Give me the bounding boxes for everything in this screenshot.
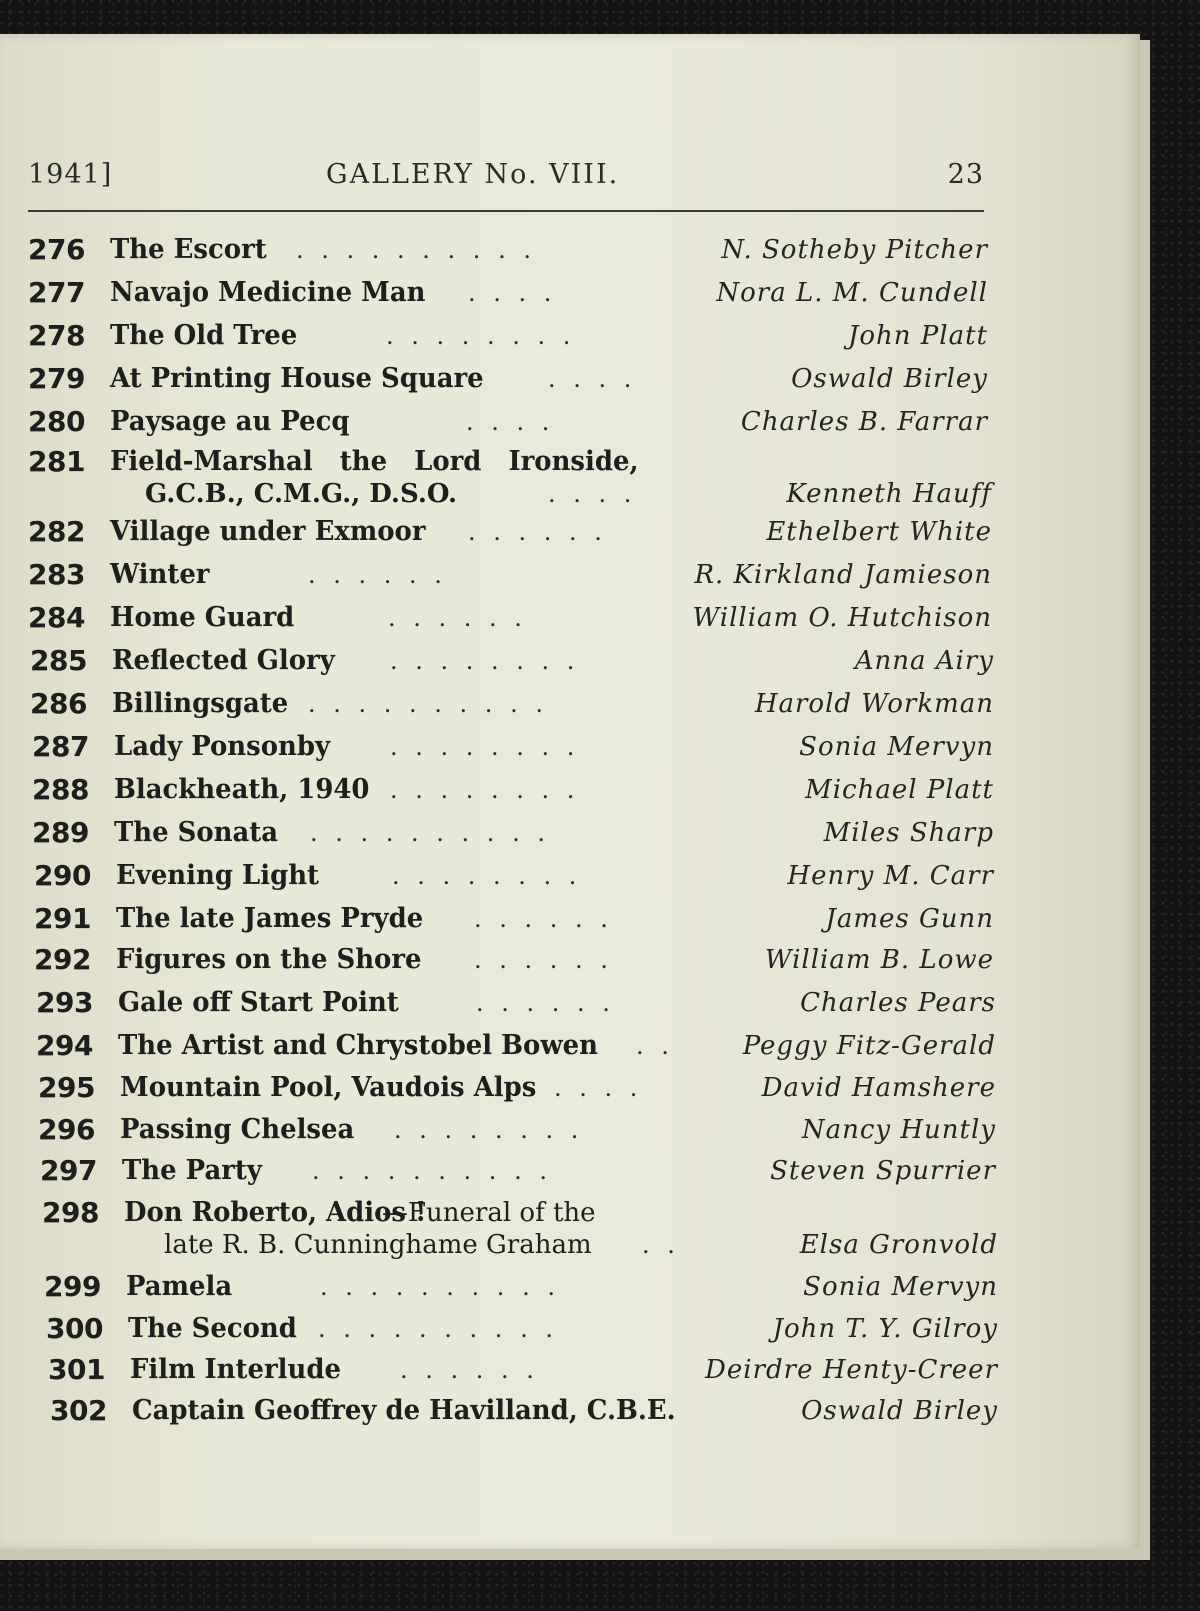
catalogue-entry [42,1196,998,1272]
catalogue-entry [32,730,994,764]
catalogue-entry [28,276,988,310]
catalogue-entry [34,859,994,893]
entry-artist: Nancy Huntly [801,1115,996,1145]
entry-number: 279 [28,362,85,395]
dot-leader: . . . . . . . . [390,776,580,804]
entry-artist: James Gunn [825,904,994,934]
entry-artist: Henry M. Carr [787,861,994,891]
entry-number: 276 [28,233,85,266]
entry-title: Lady Ponsonby [114,731,331,762]
catalogue-entry [46,1312,998,1346]
dot-leader: . . . . . . . . . . [312,1157,552,1185]
catalogue-entry [32,773,994,807]
entry-number: 284 [28,601,85,634]
entry-number: 293 [36,986,93,1019]
dot-leader: . . . . [548,480,637,508]
dot-leader: . . . . . . [476,989,615,1017]
entry-number: 280 [28,405,85,438]
entry-number: 297 [40,1154,97,1187]
dot-leader: . . . . . . . . [390,647,580,675]
entry-title: Reflected Glory [112,645,335,676]
entry-title: At Printing House Square [110,363,484,394]
entry-title: The Artist and Chrystobel Bowen [118,1030,598,1061]
entry-number: 286 [30,687,87,720]
catalogue-entry [28,362,988,396]
entry-artist: William O. Hutchison [692,603,992,633]
entry-title: Winter [110,559,210,590]
entry-artist: N. Sotheby Pitcher [721,235,988,265]
entry-number: 277 [28,276,85,309]
entry-title: The late James Pryde [116,903,424,934]
entry-title: Passing Chelsea [120,1114,355,1145]
entry-number: 285 [30,644,87,677]
entry-artist: Charles Pears [800,988,996,1018]
header-year: 1941] [28,159,113,190]
dot-leader: . . . . . . . . . . [318,1315,558,1343]
entry-number: 300 [46,1312,103,1345]
dot-leader: . . . . . . . . . . [296,236,536,264]
entry-title: The Party [122,1155,262,1186]
entry-title: Village under Exmoor [110,516,426,547]
page-title: GALLERY No. VIII. [326,159,620,190]
catalogue-entry [30,644,994,678]
entry-artist: Nora L. M. Cundell [716,278,988,308]
dot-leader: . . [636,1032,674,1060]
entry-number: 302 [50,1394,107,1427]
entry-title: Gale off Start Point [118,987,399,1018]
entry-title: Navajo Medicine Man [110,277,426,308]
catalogue-entry [50,1394,998,1428]
dot-leader: . . . . . . . . [394,1116,584,1144]
entry-number: 298 [42,1196,99,1229]
entry-title: Captain Geoffrey de Havilland, C.B.E. [132,1395,676,1426]
dot-leader: . . . . . . . . [390,733,580,761]
entry-artist: Oswald Birley [801,1396,998,1426]
entry-title: Figures on the Shore [116,944,422,975]
dot-leader: . . . . . . . . . . [320,1273,560,1301]
entry-title-subtitle: —Funeral of the [382,1198,596,1228]
entry-artist: Steven Spurrier [770,1156,996,1186]
entry-title: The Sonata [114,817,279,848]
entry-title: Home Guard [110,602,295,633]
entry-artist: Oswald Birley [791,364,988,394]
entry-number: 294 [36,1029,93,1062]
entry-artist: Sonia Mervyn [799,732,994,762]
dot-leader: . . [642,1231,680,1259]
dot-leader: . . . . [468,279,557,307]
header-rule [28,210,984,212]
catalogue-entry [28,515,992,549]
catalogue-entry [28,445,992,521]
entry-number: 278 [28,319,85,352]
dot-leader: . . . . [554,1074,643,1102]
entry-title-continued: G.C.B., C.M.G., D.S.O. [145,479,458,509]
entry-artist: William B. Lowe [764,945,994,975]
entry-number: 292 [34,943,91,976]
entry-title: Field-Marshal the Lord Ironside, [110,446,639,477]
entry-title: The Old Tree [110,320,298,351]
catalogue-page [0,34,1140,1549]
catalogue-entry [28,405,988,439]
catalogue-entry [28,319,988,353]
dot-leader: . . . . . . . . [392,862,582,890]
entry-title: Film Interlude [130,1354,341,1385]
catalogue-entry [30,687,994,721]
entry-artist: R. Kirkland Jamieson [694,560,992,590]
dot-leader: . . . . . . [308,561,447,589]
dot-leader: . . . . [548,365,637,393]
entry-title: Pamela [126,1271,233,1302]
entry-title: The Escort [110,234,267,265]
entry-number: 287 [32,730,89,763]
entry-artist: Miles Sharp [823,818,994,848]
catalogue-entry [28,233,988,267]
entry-number: 291 [34,902,91,935]
entry-title: The Second [128,1313,297,1344]
dot-leader: . . . . . . . . [386,322,576,350]
entry-artist: Elsa Gronvold [799,1230,998,1260]
entry-title: Blackheath, 1940 [114,774,370,805]
entry-number: 295 [38,1071,95,1104]
entry-title: Mountain Pool, Vaudois Alps [120,1072,537,1103]
entry-artist: Deirdre Henty-Creer [705,1355,998,1385]
entry-number: 290 [34,859,91,892]
dot-leader: . . . . . . . . . . [310,819,550,847]
catalogue-entry [38,1113,996,1147]
dot-leader: . . . . . . . . . . [308,690,548,718]
catalogue-entry [36,986,996,1020]
entry-artist: Peggy Fitz-Gerald [742,1031,996,1061]
entry-number: 282 [28,515,85,548]
dot-leader: . . . . . . [468,518,607,546]
catalogue-entry [40,1154,996,1188]
catalogue-entry [44,1270,998,1304]
entry-artist: Kenneth Hauff [786,479,992,509]
catalogue-entry [34,902,994,936]
dot-leader: . . . . . . [474,946,613,974]
entry-number: 301 [48,1353,105,1386]
page-header [28,159,984,199]
dot-leader: . . . . . . [388,604,527,632]
entry-artist: Harold Workman [754,689,994,719]
page-number: 23 [947,159,984,190]
entry-artist: Ethelbert White [766,517,992,547]
catalogue-entry [32,816,994,850]
catalogue-entry [28,558,992,592]
entry-artist: Michael Platt [805,775,994,805]
catalogue-entry [34,943,994,977]
entry-number: 296 [38,1113,95,1146]
dot-leader: . . . . . . [400,1356,539,1384]
entry-number: 288 [32,773,89,806]
entry-artist: Charles B. Farrar [740,407,988,437]
entry-title: Paysage au Pecq [110,406,350,437]
dot-leader: . . . . . . [474,905,613,933]
catalogue-entry [48,1353,998,1387]
entry-title: Billingsgate [112,688,289,719]
entry-number: 299 [44,1270,101,1303]
entry-title: Don Roberto, Adios ! [124,1197,427,1228]
entry-artist: David Hamshere [761,1073,996,1103]
entry-title-continued: late R. B. Cunninghame Graham [164,1230,592,1260]
entry-number: 289 [32,816,89,849]
catalogue-entry [38,1071,996,1105]
entry-artist: Sonia Mervyn [803,1272,998,1302]
entry-artist: Anna Airy [854,646,994,676]
catalogue-entry [28,601,992,635]
entry-artist: John T. Y. Gilroy [772,1314,998,1344]
entry-title: Evening Light [116,860,320,891]
entry-number: 283 [28,558,85,591]
catalogue-entry [36,1029,996,1063]
dot-leader: . . . . [466,408,555,436]
entry-number: 281 [28,445,85,478]
entry-artist: John Platt [847,321,988,351]
